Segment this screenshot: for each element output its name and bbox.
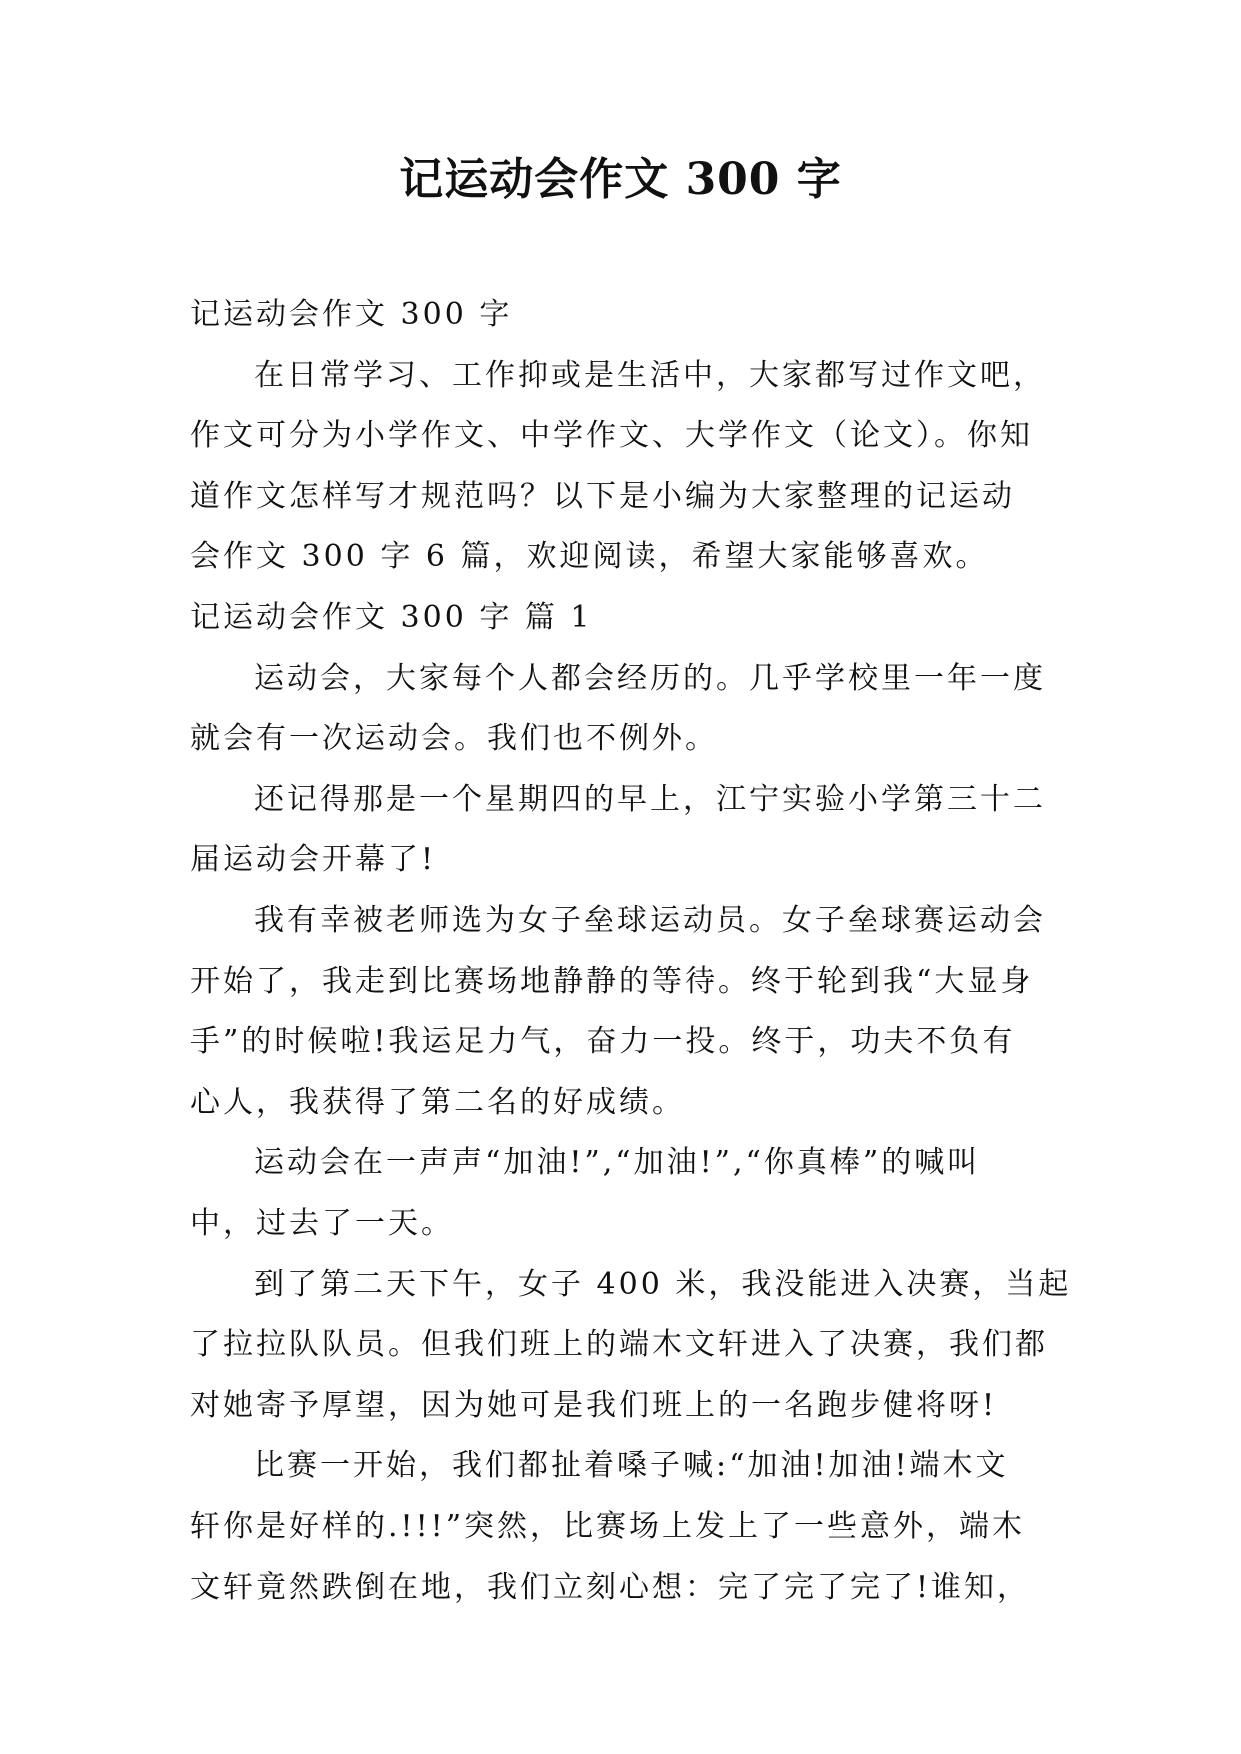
text-line: 运动会在一声声“加油!”,“加油!”,“你真棒”的喊叫 <box>254 1145 981 1181</box>
text-line: 中，过去了一天。 <box>190 1206 454 1241</box>
text-line: 作文可分为小学作文、中学作文、大学作文（论文）。你知 <box>190 418 1033 454</box>
text-line: 届运动会开幕了! <box>190 842 437 878</box>
text-line: 记运动会作文 300 字 <box>190 297 513 332</box>
text-line: 运动会，大家每个人都会经历的。几乎学校里一年一度 <box>254 660 1046 696</box>
text-line: 会作文 300 字 6 篇，欢迎阅读，希望大家能够喜欢。 <box>190 539 989 575</box>
text-line: 到了第二天下午，女子 400 米，我没能进入决赛，当起 <box>254 1266 1072 1302</box>
text-line: 比赛一开始，我们都扯着嗓子喊:“加油!加油!端木文 <box>254 1448 1009 1484</box>
text-line: 还记得那是一个星期四的早上，江宁实验小学第三十二 <box>254 781 1046 817</box>
text-line: 文轩竟然跌倒在地，我们立刻心想：完了完了完了!谁知， <box>190 1569 1031 1605</box>
text-line: 我有幸被老师选为女子垒球运动员。女子垒球赛运动会 <box>254 903 1046 938</box>
text-line: 心人，我获得了第二名的好成绩。 <box>190 1084 685 1120</box>
text-line: 记运动会作文 300 字 篇 1 <box>190 600 593 635</box>
text-line: 道作文怎样写才规范吗？以下是小编为大家整理的记运动 <box>190 478 1015 514</box>
text-line: 了拉拉队队员。但我们班上的端木文轩进入了决赛，我们都 <box>190 1327 1048 1363</box>
text-line: 就会有一次运动会。我们也不例外。 <box>190 721 718 757</box>
text-line: 开始了，我走到比赛场地静静的等待。终于轮到我“大显身 <box>190 963 1034 999</box>
text-line: 轩你是好样的.!!!”突然，比赛场上发上了一些意外，端木 <box>190 1509 1026 1544</box>
text-line: 在日常学习、工作抑或是生活中，大家都写过作文吧， <box>254 357 1046 393</box>
text-line: 对她寄予厚望，因为她可是我们班上的一名跑步健将呀! <box>190 1387 998 1423</box>
document-title: 记运动会作文 300 字 <box>399 154 842 205</box>
text-line: 手”的时候啦!我运足力气，奋力一投。终于，功夫不负有 <box>190 1024 1016 1060</box>
